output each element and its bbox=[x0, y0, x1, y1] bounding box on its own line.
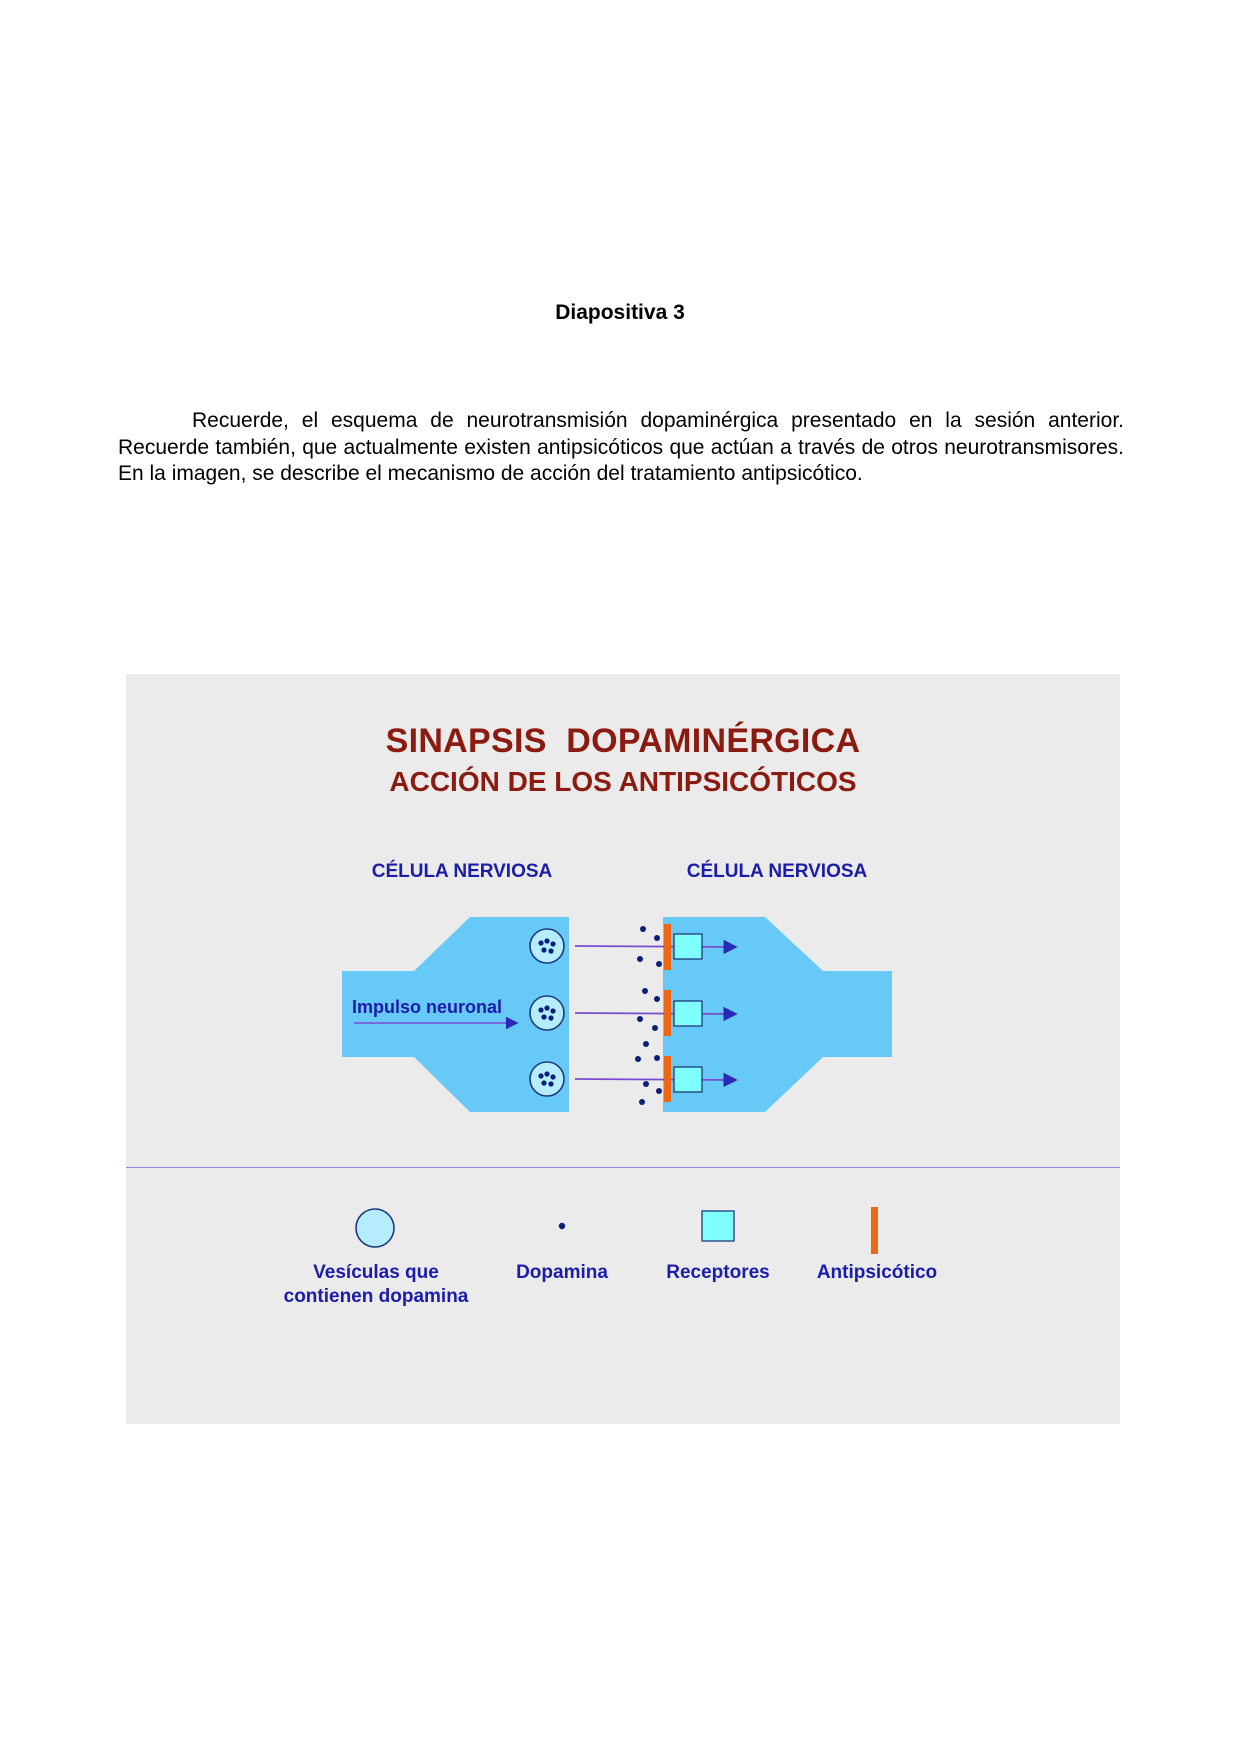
slide-title: SINAPSIS DOPAMINÉRGICA bbox=[385, 722, 861, 760]
page-heading: Diapositiva 3 bbox=[555, 301, 685, 324]
legend-receptors-label: Receptores bbox=[666, 1262, 770, 1283]
synapse-diagram bbox=[126, 674, 1120, 1424]
antipsychotic-2 bbox=[664, 990, 671, 1036]
legend-vesicles-label: Vesículas que contienen dopamina bbox=[283, 1262, 469, 1307]
release-arrow-3 bbox=[575, 1079, 736, 1080]
legend-receptor-icon bbox=[702, 1211, 734, 1241]
antipsychotic-1 bbox=[664, 924, 671, 970]
presynaptic-cell-label: CÉLULA NERVIOSA bbox=[371, 861, 553, 882]
postsynaptic-cell-label: CÉLULA NERVIOSA bbox=[686, 861, 868, 882]
receptor-3 bbox=[674, 1067, 702, 1092]
vesicle-2 bbox=[530, 996, 564, 1030]
vesicle-1 bbox=[530, 929, 564, 963]
legend-antipsychotic-label: Antipsicótico bbox=[816, 1262, 938, 1283]
receptor-1 bbox=[674, 934, 702, 959]
vesicle-3 bbox=[530, 1062, 564, 1096]
legend-antipsychotic-icon bbox=[871, 1207, 878, 1254]
release-arrow-2 bbox=[575, 1013, 736, 1014]
release-arrow-1 bbox=[575, 946, 736, 947]
legend-dopamine-label: Dopamina bbox=[516, 1262, 608, 1283]
legend-vesicle-icon bbox=[356, 1209, 394, 1247]
slide-divider bbox=[126, 1167, 1120, 1168]
legend-dopamine-icon bbox=[559, 1223, 565, 1229]
dopamine-cleft bbox=[635, 926, 662, 1105]
slide-subtitle: ACCIÓN DE LOS ANTIPSICÓTICOS bbox=[389, 766, 857, 797]
receptor-2 bbox=[674, 1001, 702, 1026]
antipsychotic-3 bbox=[664, 1056, 671, 1102]
impulse-label: Impulso neuronal bbox=[352, 997, 503, 1017]
synapse-slide bbox=[126, 674, 1120, 1424]
intro-paragraph: Recuerde, el esquema de neurotransmisión dopaminérgica presentado en la sesión anterior. Recuerde también, que actualmente existen antipsicóticos que actúan a través de otros neurotransmisores. En la imagen, se describe el mecanismo de acción del tratamiento antipsicótico. bbox=[118, 409, 1124, 485]
